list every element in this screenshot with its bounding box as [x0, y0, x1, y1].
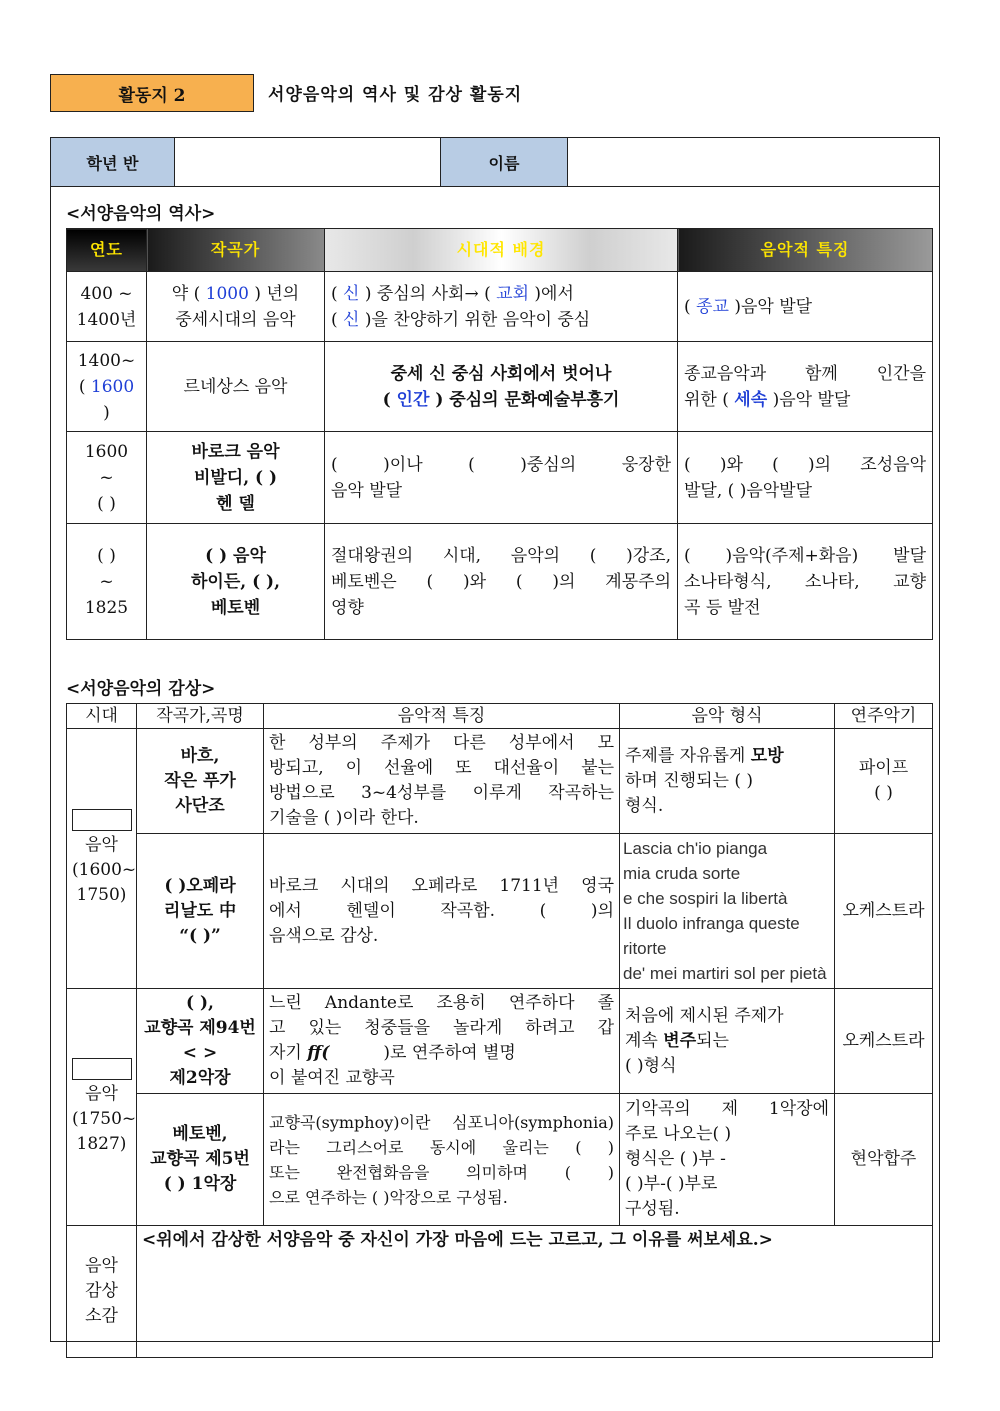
work-cell: ( ), 교향곡 제94번 < > 제2악장 — [137, 989, 264, 1094]
col-features: 음악적 특징 — [678, 229, 933, 272]
grade-class-label: 학년 반 — [51, 138, 175, 187]
table-row — [67, 1226, 933, 1358]
year-cell: 1400~ ( 1600 ) — [67, 342, 147, 432]
year-cell: ( ) ~ 1825 — [67, 524, 147, 640]
col-composer: 작곡가 — [147, 229, 325, 272]
table-row — [67, 1094, 933, 1226]
baroque-era-cell: 음악 (1600~ 1750) — [67, 729, 137, 989]
instrument-cell: 파이프 ( ) — [835, 729, 933, 834]
worksheet-title: 서양음악의 역사 및 감상 활동지 — [268, 85, 523, 105]
col-form: 음악 형식 — [620, 704, 835, 729]
appreciation-section-title: <서양음악의 감상> — [66, 679, 216, 699]
era-answer-box[interactable] — [72, 809, 132, 831]
student-info-table — [50, 137, 940, 187]
col-era: 시대 — [67, 704, 137, 729]
table-row — [67, 729, 933, 834]
answer-text: 종교 — [696, 296, 729, 317]
background-cell: ( 신 ) 중심의 사회→ ( 교회 )에서 ( 신 )을 찬양하기 위한 음악이 중심 — [325, 272, 678, 342]
background-cell: 절대왕권의 시대, 음악의 ( )강조, 베토벤은 ( )와 ( )의 계몽주의 영향 — [325, 524, 678, 640]
feature-cell: ( )음악(주제+화음) 발달 소나타형식, 소나타, 교향 곡 등 발전 — [678, 524, 933, 640]
work-cell: ( )오페라 리날도 中 “( )” — [137, 834, 264, 989]
form-cell: 기악곡의 제 1악장에 주로 나오는( ) 형식은 ( )부 - ( )부-( )부로 구성됨. — [620, 1094, 835, 1226]
feature-cell: 느린 Andante로 조용히 연주하다 졸 고 있는 청중들을 놀라게 하려고 갑 자기 ff( )로 연주하여 별명 이 붙여진 교향곡 — [264, 989, 620, 1094]
composer-cell: 약 ( 1000 ) 년의 중세시대의 음악 — [147, 272, 325, 342]
year-cell: 1600 ~ ( ) — [67, 432, 147, 524]
col-musical-features: 음악적 특징 — [264, 704, 620, 729]
instrument-cell: 오케스트라 — [835, 834, 933, 989]
form-cell: 주제를 자유롭게 모방 하며 진행되는 ( ) 형식. — [620, 729, 835, 834]
era-answer-box[interactable] — [72, 1058, 132, 1080]
answer-text: 신 — [343, 309, 360, 330]
answer-text: 인간 — [396, 389, 430, 410]
work-cell: 바흐, 작은 푸가 사단조 — [137, 729, 264, 834]
grade-class-field[interactable] — [175, 138, 441, 187]
form-cell: 처음에 제시된 주제가 계속 변주되는 ( )형식 — [620, 989, 835, 1094]
feature-cell: 교향곡(symphoy)이란 심포니아(symphonia) 라는 그리스어로 동시에 울리는 ( ) 또는 완전협화음을 의미하며 ( ) 으로 연주하는 ( )악장으로 구성됨. — [264, 1094, 620, 1226]
composer-cell: 바로크 음악 비발디, ( ) 헨 델 — [147, 432, 325, 524]
name-label: 이름 — [441, 138, 568, 187]
history-section-title: <서양음악의 역사> — [66, 204, 216, 224]
name-field[interactable] — [568, 138, 940, 187]
answer-text: 1600 — [90, 376, 135, 397]
col-instrument: 연주악기 — [835, 704, 933, 729]
reflection-label-cell: 음악 감상 소감 — [67, 1226, 137, 1358]
answer-text: 세속 — [734, 389, 768, 410]
feature-cell: ( 종교 )음악 발달 — [678, 272, 933, 342]
feature-cell: 바로크 시대의 오페라로 1711년 영국 에서 헨델이 작곡함. ( )의 음색으로 감상. — [264, 834, 620, 989]
table-row — [67, 834, 933, 989]
answer-text: 1000 — [205, 283, 249, 304]
table-row — [67, 342, 933, 432]
feature-cell: 종교음악과 함께 인간을 위한 ( 세속 )음악 발달 — [678, 342, 933, 432]
col-background: 시대적 배경 — [325, 229, 678, 272]
table-row — [67, 989, 933, 1094]
reflection-instruction: <위에서 감상한 서양음악 중 자신이 가장 마음에 드는 고르고, 그 이유를 써보세요.> — [142, 1230, 773, 1250]
col-year: 연도 — [67, 229, 147, 272]
answer-text: 신 — [343, 283, 360, 304]
feature-cell: ( )와 ( )의 조성음악 발달, ( )음악발달 — [678, 432, 933, 524]
year-cell: 400 ~ 1400년 — [67, 272, 147, 342]
table-row — [67, 432, 933, 524]
feature-cell: 한 성부의 주제가 다른 성부에서 모 방되고, 이 선율에 또 대선율이 붙는 방법으로 3~4성부를 이루게 작곡하는 기술을 ( )이라 한다. — [264, 729, 620, 834]
col-work: 작곡가,곡명 — [137, 704, 264, 729]
history-table — [66, 228, 933, 640]
table-row — [67, 524, 933, 640]
table-row — [67, 272, 933, 342]
instrument-cell: 현악합주 — [835, 1094, 933, 1226]
background-cell: 중세 신 중심 사회에서 벗어나 ( 인간 ) 중심의 문화예술부흥기 — [325, 342, 678, 432]
background-cell: ( )이나 ( )중심의 웅장한 음악 발달 — [325, 432, 678, 524]
worksheet-tag: 활동지 2 — [50, 74, 254, 112]
instrument-cell: 오케스트라 — [835, 989, 933, 1094]
reflection-answer-area[interactable] — [137, 1226, 933, 1358]
appreciation-table — [66, 703, 933, 1358]
composer-cell: ( ) 음악 하이든, ( ), 베토벤 — [147, 524, 325, 640]
answer-text: 교회 — [496, 283, 529, 304]
classical-era-cell: 음악 (1750~ 1827) — [67, 989, 137, 1226]
composer-cell: 르네상스 음악 — [147, 342, 325, 432]
lyrics-cell: Lascia ch'io pianga mia cruda sorte e che sospiri la libertà Il duolo infranga queste ritorte de' mei martiri sol per pietà — [620, 834, 835, 989]
work-cell: 베토벤, 교향곡 제5번 ( ) 1악장 — [137, 1094, 264, 1226]
